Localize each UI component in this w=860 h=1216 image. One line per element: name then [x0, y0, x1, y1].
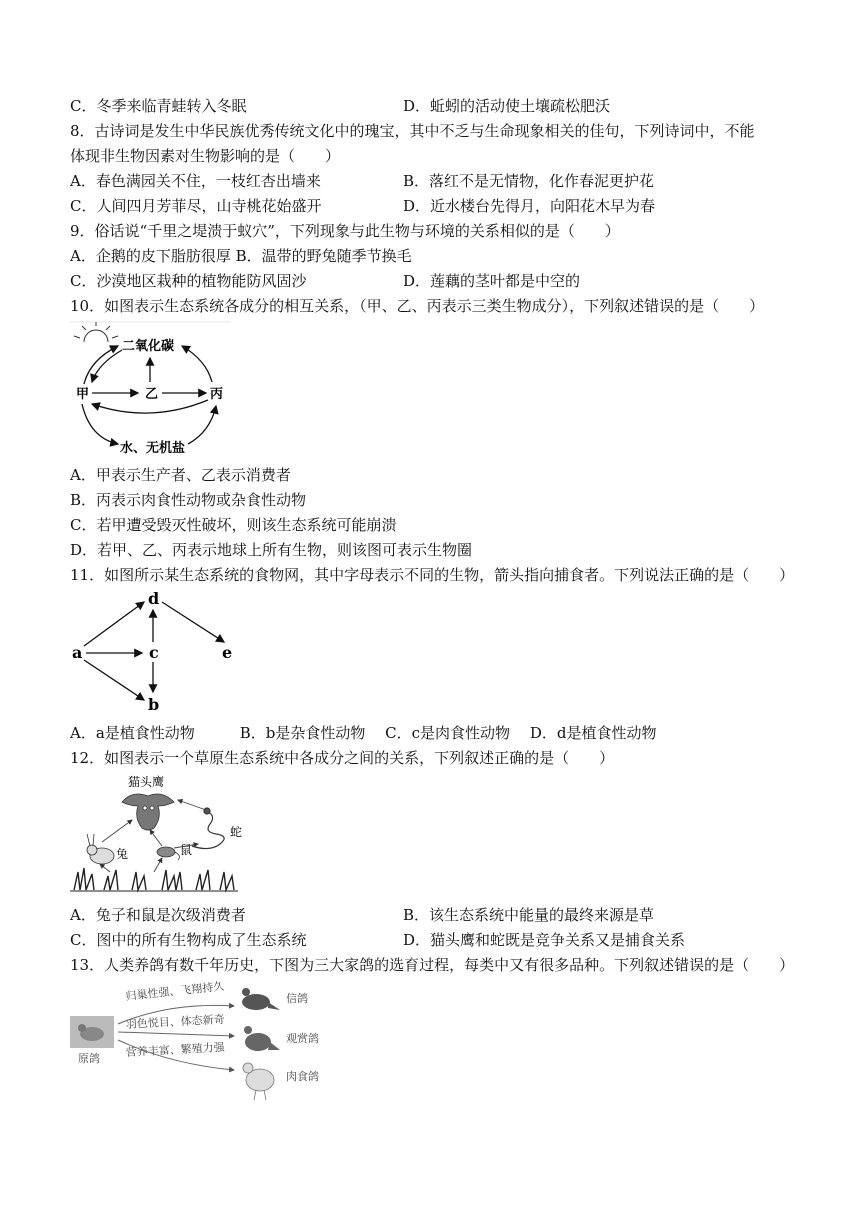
q11-food-web-diagram: [70, 588, 270, 716]
q9-option-ab: A．企鹅的皮下脂肪很厚 B．温带的野兔随季节换毛: [70, 247, 412, 265]
trait1-label: 归巢性强、飞翔持久: [124, 980, 225, 1003]
q12-stem: 12．如图表示一个草原生态系统中各成分之间的关系，下列叙述正确的是（ ）: [70, 749, 615, 767]
trait2-label: 羽色悦目、体态新奇: [125, 1012, 226, 1031]
q8-stem-cont: 体现非生物因素对生物影响的是（ ）: [70, 147, 341, 165]
q12-grassland-diagram: [70, 772, 245, 894]
q10-option-d: D．若甲、乙、丙表示地球上所有生物，则该图可表示生物圈: [70, 541, 473, 559]
node-c: c: [149, 643, 159, 662]
arrow-snake-to-owl: [178, 800, 206, 810]
node-e: e: [222, 643, 233, 662]
yi-label: 乙: [145, 387, 159, 402]
water-salt-label: 水、无机盐: [120, 441, 186, 456]
type1-label: 信鸽: [286, 992, 308, 1005]
arrow-water-to-bing: [188, 406, 216, 444]
arrow-bing-to-co2: [182, 346, 212, 382]
mouse-icon: [157, 847, 179, 860]
arrow-rabbit-to-owl: [102, 820, 132, 842]
node-a: a: [72, 643, 83, 662]
q8-option-c: C．人间四月芳菲尽，山寺桃花始盛开: [70, 197, 322, 215]
sun-icon: [74, 322, 118, 342]
arrow-origin-to-type2: [118, 1032, 234, 1036]
bing-label: 丙: [210, 387, 224, 402]
q9-option-d: D．莲藕的茎叶都是中空的: [403, 272, 581, 290]
arrow-d-to-e: [162, 602, 224, 642]
co2-label: 二氧化碳: [122, 339, 175, 354]
node-b: b: [148, 695, 160, 714]
q10-ecosystem-diagram: [70, 320, 235, 460]
q12-option-d: D．猫头鹰和蛇既是竞争关系又是捕食关系: [403, 931, 686, 949]
q10-option-c: C．若甲遭受毁灭性破坏，则该生态系统可能崩溃: [70, 516, 397, 534]
arrow-a-to-d: [84, 602, 144, 646]
q8-option-b: B．落红不是无情物，化作春泥更护花: [403, 172, 655, 190]
rabbit-label: 兔: [116, 847, 129, 861]
q7-option-c: C．冬季来临青蛙转入冬眠: [70, 97, 247, 115]
owl-icon: [122, 794, 174, 830]
type3-label: 肉食鸽: [286, 1070, 319, 1083]
meat-pigeon-icon: [243, 1063, 274, 1100]
q12-option-b: B．该生态系统中能量的最终来源是草: [403, 906, 655, 924]
snake-icon: [192, 808, 224, 849]
owl-label: 猫头鹰: [128, 775, 165, 789]
origin-label: 原鸽: [78, 1052, 100, 1065]
jia-label: 甲: [76, 387, 90, 402]
q9-option-c: C．沙漠地区栽种的植物能防风固沙: [70, 272, 307, 290]
q11-options: A．a是植食性动物 B．b是杂食性动物 C．c是肉食性动物 D．d是植食性动物: [70, 724, 657, 742]
arrow-co2-to-jia: [92, 350, 122, 382]
mouse-label: 鼠: [180, 843, 193, 857]
arrow-grass-to-mouse: [154, 858, 162, 872]
arrow-jia-to-co2: [84, 346, 118, 384]
q7-option-d: D．蚯蚓的活动使土壤疏松肥沃: [403, 97, 611, 115]
node-d: d: [148, 589, 160, 608]
q12-option-c: C．图中的所有生物构成了生态系统: [70, 931, 307, 949]
q8-option-a: A．春色满园关不住，一枝红杏出墙来: [70, 172, 321, 190]
q12-option-a: A．兔子和鼠是次级消费者: [70, 906, 246, 924]
q11-stem: 11．如图所示某生态系统的食物网，其中字母表示不同的生物，箭头指向捕食者。下列说法正确的是（ ）: [70, 566, 795, 584]
q10-option-a: A．甲表示生产者、乙表示消费者: [70, 466, 291, 484]
origin-pigeon-image: [70, 1016, 114, 1048]
arrow-grass-to-rabbit: [100, 864, 110, 872]
ornamental-pigeon-icon: [244, 1026, 280, 1051]
q8-option-d: D．近水楼台先得月，向阳花木早为春: [403, 197, 656, 215]
rabbit-icon: [87, 834, 114, 864]
homing-pigeon-icon: [242, 988, 280, 1010]
arrow-mouse-to-owl: [150, 830, 162, 846]
q13-stem: 13．人类养鸽有数千年历史，下图为三大家鸽的选育过程，每类中又有很多品种。下列叙述错误的是（ ）: [70, 956, 795, 974]
q9-stem: 9．俗话说“千里之堤溃于蚁穴”，下列现象与此生物与环境的关系相似的是（ ）: [70, 222, 620, 240]
q8-stem: 8．古诗词是发生中华民族优秀传统文化中的瑰宝，其中不乏与生命现象相关的佳句，下列诗词中，不能: [70, 122, 755, 140]
q10-stem: 10．如图表示生态系统各成分的相互关系，（甲、乙、丙表示三类生物成分），下列叙述错误的是（ ）: [70, 297, 765, 315]
type2-label: 观赏鸽: [286, 1032, 319, 1045]
q13-pigeon-breeding-diagram: [70, 980, 335, 1110]
trait3-label: 营养丰富、繁殖力强: [125, 1040, 226, 1059]
q10-option-b: B．丙表示肉食性动物或杂食性动物: [70, 491, 307, 509]
arrow-a-to-b: [84, 660, 144, 700]
snake-label: 蛇: [230, 825, 243, 839]
